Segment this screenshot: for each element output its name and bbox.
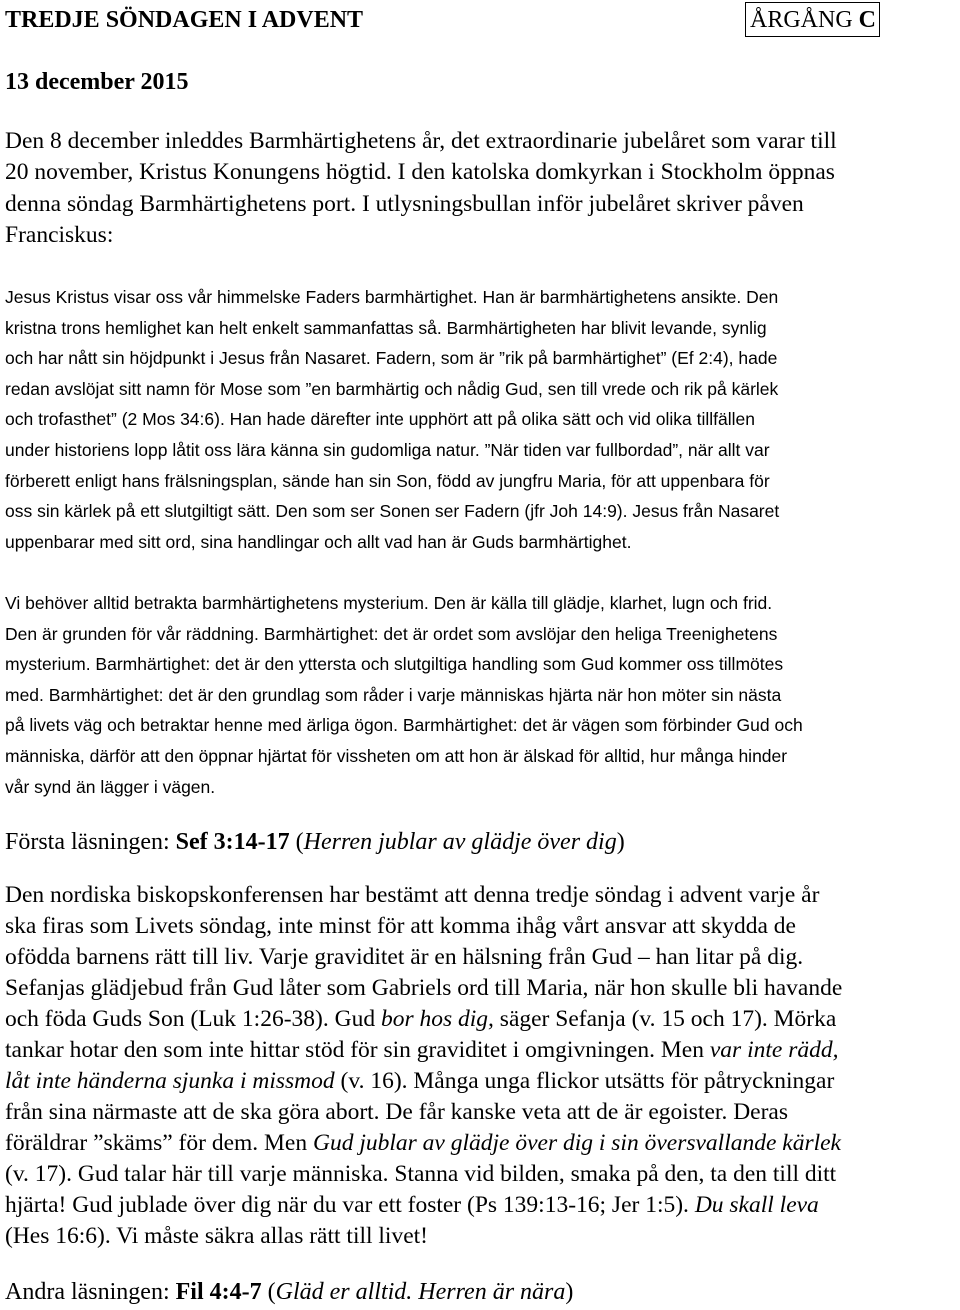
text-line: från sina närmaste att de ska göra abort. De får kanske veta att de är egoister. Deras [5,1099,788,1125]
date-heading: 13 december 2015 [5,69,189,95]
papal-bull-quote-2 [5,588,955,802]
text-line: ofödda barnens rätt till liv. Varje graviditet är en hälsning från Gud – han litar på dig. [5,944,804,970]
text-line: Den nordiska biskopskonferensen har bestämt att denna tredje söndag i advent varje år [5,882,820,908]
text-line: Jesus Kristus visar oss vår himmelske Faders barmhärtighet. Han är barmhärtighetens ansikte. Den [5,287,779,307]
text-line: Den är grunden för vår räddning. Barmhärtighet: det är ordet som avslöjar den heliga Treenighetens [5,623,778,644]
text-line: vår synd än lägger i vägen. [5,776,216,797]
text-line [5,1128,955,1159]
text-line: (v. 17). Gud talar här till varje människa. Stanna vid bilden, smaka på den, ta den till ditt [5,1161,837,1187]
text-line [5,1004,955,1035]
paren-close: ) [565,1279,574,1305]
papal-bull-quote-1 [5,282,955,557]
text-line: Franciskus: [5,221,114,248]
reading-label: Första läsningen: [5,829,176,855]
text-line: med. Barmhärtighet: det är den grundlag som råder i varje människas hjärta när hon möter sin nästa [5,684,782,705]
text-line: kristna trons hemlighet kan helt enkelt sammanfattas så. Barmhärtigheten har blivit levande, synlig [5,317,767,338]
text-line: under historiens lopp låtit oss lära känna sin gudomliga natur. ”När tiden var fullbordad”, när allt var [5,439,770,460]
reading-label: Andra läsningen: [5,1279,176,1305]
text-run: och föda Guds Son (Luk 1:26-38). Gud [5,1006,381,1032]
text-line: förberett enligt hans frälsningsplan, sände han sin Son, född av jungfru Maria, för att uppenbara för [5,470,770,491]
italic-run: Gud jublar av glädje över dig i sin översvallande kärlek [313,1130,841,1156]
page-title: TREDJE SÖNDAGEN I ADVENT [5,7,364,33]
text-line: ska firas som Livets söndag, inte minst för att komma ihåg vårt ansvar att skydda de [5,913,796,939]
italic-run: bor hos dig, [380,1006,494,1032]
intro-paragraph [5,126,955,251]
reading-reference: Sef 3:14-17 [175,829,290,855]
text-line: uppenbarar med sitt ord, sina handlingar och allt vad han är Guds barmhärtighet. [5,531,632,552]
reading-theme: Herren jublar av glädje över dig [303,829,617,855]
text-line: 20 november, Kristus Konungens högtid. I den katolska domkyrkan i Stockholm öppnas [5,159,835,186]
italic-run: Du skall leva [694,1192,819,1218]
text-line [5,1035,955,1066]
year-letter: C [858,7,877,33]
reading-theme: Gläd er alltid. Herren är nära [275,1279,566,1305]
reading-reference: Fil 4:4-7 [175,1279,262,1305]
reflection-paragraph [5,880,955,1252]
italic-run: låt inte händerna sjunka i missmod [5,1068,335,1094]
text-line: mysterium. Barmhärtighet: det är den yttersta och slutgiltiga handling som Gud kommer oss tillmötes [5,654,784,675]
text-run: hjärta! Gud jublade över dig när du var ett foster (Ps 139:13-16; Jer 1:5). [5,1192,695,1218]
text-line: Den 8 december inleddes Barmhärtighetens år, det extraordinarie jubelåret som varar till [5,128,837,154]
first-reading-heading [5,826,625,858]
text-line: och har nått sin höjdpunkt i Jesus från Nasaret. Fadern, som är ”rik på barmhärtighet” (Ef 2:4), hade [5,348,778,369]
paren-open: ( [261,1279,276,1305]
text-line: denna söndag Barmhärtighetens port. I utlysningsbullan inför jubelåret skriver påven [5,190,804,217]
text-line: redan avslöjat sitt namn för Mose som ”en barmhärtig och nådig Gud, sen till vrede och rik på kärlek [5,378,779,399]
text-line: människa, därför att den öppnar hjärtat för vissheten om att hon är älskad för alltid, hur många hinder [5,745,788,766]
text-run: (v. 16). Många unga flickor utsätts för påtryckningar [334,1068,835,1094]
text-line: (Hes 16:6). Vi måste säkra allas rätt till livet! [5,1223,428,1249]
year-label: ÅRGÅNG [750,7,859,33]
text-line: och trofasthet” (2 Mos 34:6). Han hade därefter inte upphört att på olika sätt och vid olika tillfällen [5,409,755,430]
text-line: Sefanjas glädjebud från Gud låter som Gabriels ord till Maria, när hon skulle bli havande [5,975,843,1001]
text-line: på livets väg och betraktar henne med ärliga ögon. Barmhärtighet: det är vägen som förbinder Gud och [5,715,803,736]
paren-close: ) [616,829,625,855]
second-reading-heading [5,1276,573,1308]
text-run: tankar hotar den som inte hittar stöd för sin graviditet i omgivningen. Men [5,1037,710,1063]
italic-run: var inte rädd, [709,1037,839,1063]
text-run: föräldrar ”skäms” för dem. Men [5,1130,313,1156]
year-cycle-box [745,2,880,37]
text-line: Vi behöver alltid betrakta barmhärtighetens mysterium. Den är källa till glädje, klarhet, lugn och frid. [5,593,773,613]
text-run: säger Sefanja (v. 15 och 17). Mörka [493,1006,837,1032]
text-line [5,1066,955,1097]
text-line [5,1190,955,1221]
text-line: oss sin kärlek på ett slutgiltigt sätt. Den som ser Sonen ser Fadern (jfr Joh 14:9). Jesus från Nasaret [5,501,780,522]
paren-open: ( [289,829,304,855]
